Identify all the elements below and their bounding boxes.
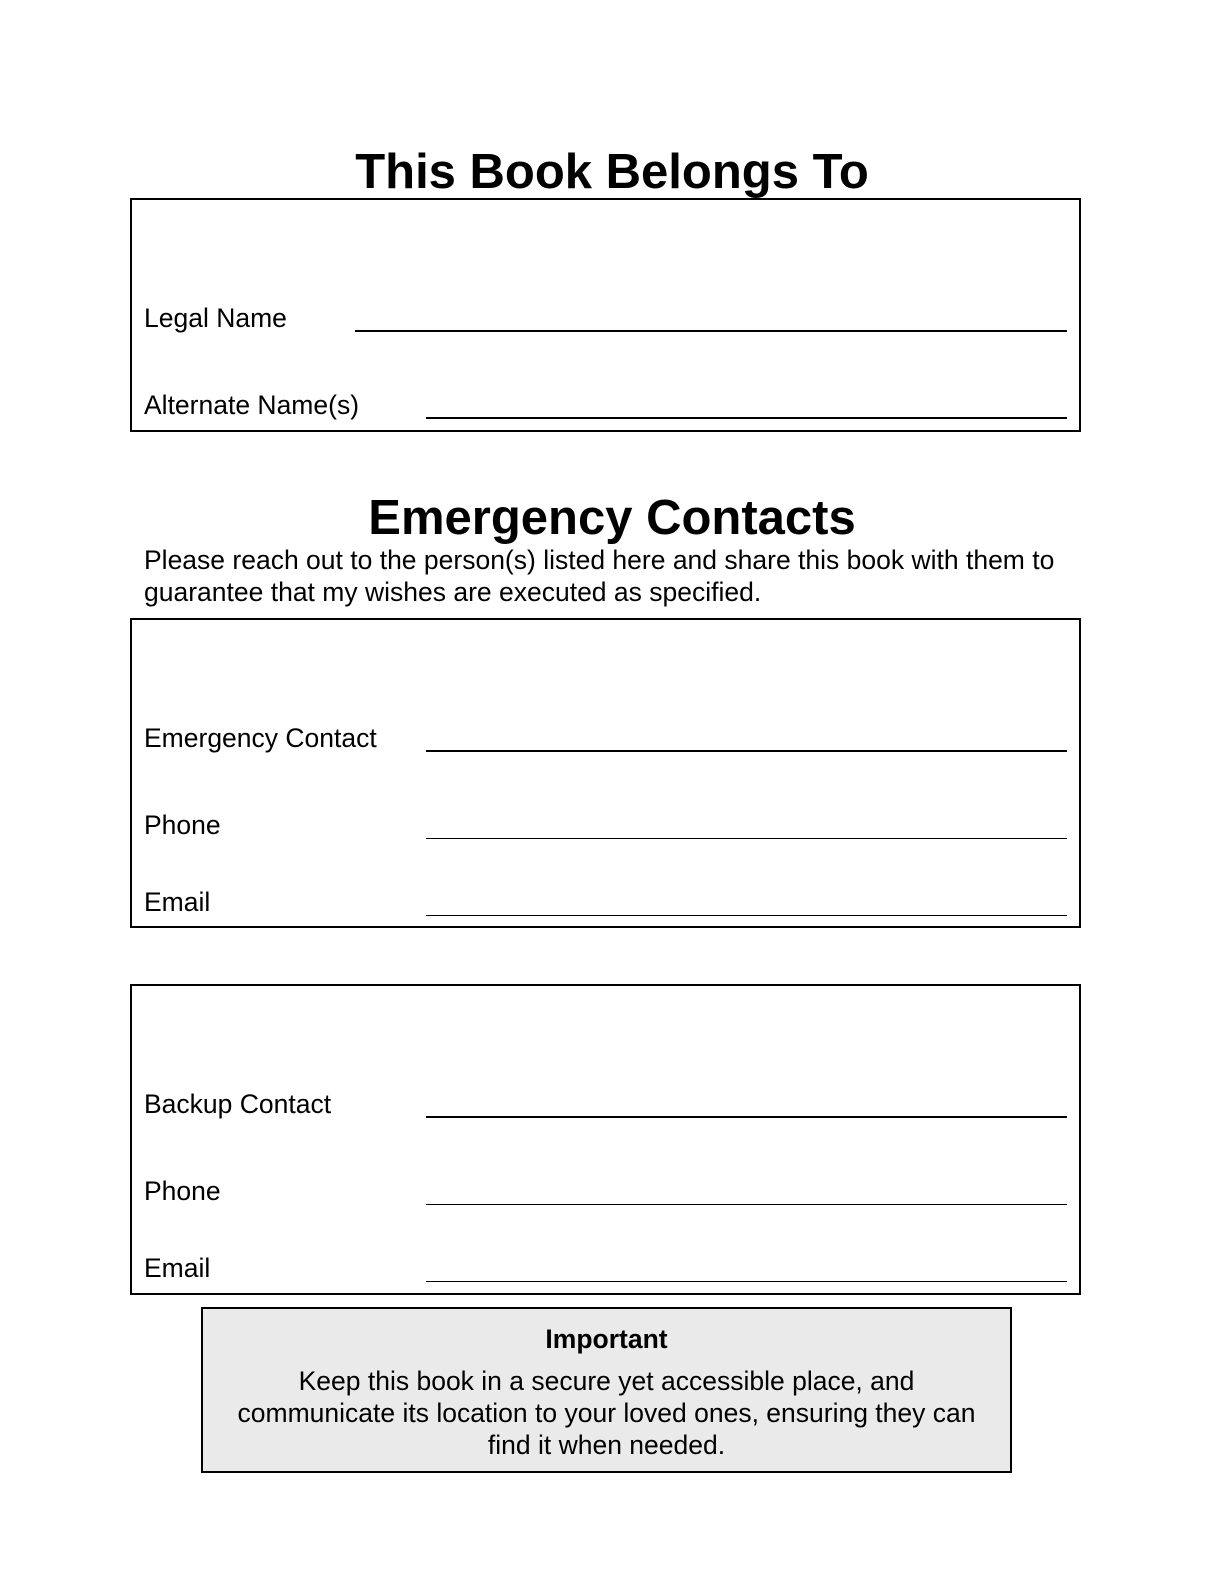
emergency-email-field[interactable] xyxy=(426,915,1067,916)
backup-phone-row xyxy=(144,1167,1067,1207)
owner-section-title: This Book Belongs To xyxy=(355,145,869,199)
backup-contact-box xyxy=(130,984,1081,1295)
emergency-intro-text: Please reach out to the person(s) listed here and share this book with them to guarantee that my wishes are executed as specified. xyxy=(144,545,1055,607)
backup-contact-row xyxy=(144,1080,1067,1120)
important-notice-box xyxy=(201,1307,1012,1473)
legal-name-field[interactable] xyxy=(355,330,1067,332)
emergency-phone-row xyxy=(144,801,1067,841)
backup-email-field[interactable] xyxy=(426,1281,1067,1282)
emergency-phone-field[interactable] xyxy=(426,838,1067,839)
emergency-section-title: Emergency Contacts xyxy=(368,491,856,545)
notice-body: Keep this book in a secure yet accessible place, and communicate its location to your loved ones, ensuring they can find it when needed. xyxy=(237,1366,976,1460)
backup-contact-label: Backup Contact xyxy=(144,1089,332,1119)
backup-phone-label: Phone xyxy=(144,1176,221,1206)
alternate-name-row xyxy=(144,381,1067,421)
backup-contact-field[interactable] xyxy=(426,1116,1067,1118)
alternate-name-label: Alternate Name(s) xyxy=(144,390,360,420)
backup-phone-field[interactable] xyxy=(426,1204,1067,1205)
legal-name-label: Legal Name xyxy=(144,303,287,333)
emergency-contact-label: Emergency Contact xyxy=(144,723,377,753)
backup-email-label: Email xyxy=(144,1253,211,1283)
backup-email-row xyxy=(144,1244,1067,1284)
emergency-phone-label: Phone xyxy=(144,810,221,840)
emergency-contact-box xyxy=(130,618,1081,928)
legal-name-row xyxy=(144,294,1067,334)
emergency-contact-field[interactable] xyxy=(426,750,1067,752)
emergency-email-label: Email xyxy=(144,887,211,917)
owner-info-box xyxy=(130,198,1081,432)
alternate-name-field[interactable] xyxy=(426,417,1067,419)
emergency-contact-row xyxy=(144,714,1067,754)
emergency-email-row xyxy=(144,878,1067,918)
notice-title: Important xyxy=(545,1324,668,1354)
